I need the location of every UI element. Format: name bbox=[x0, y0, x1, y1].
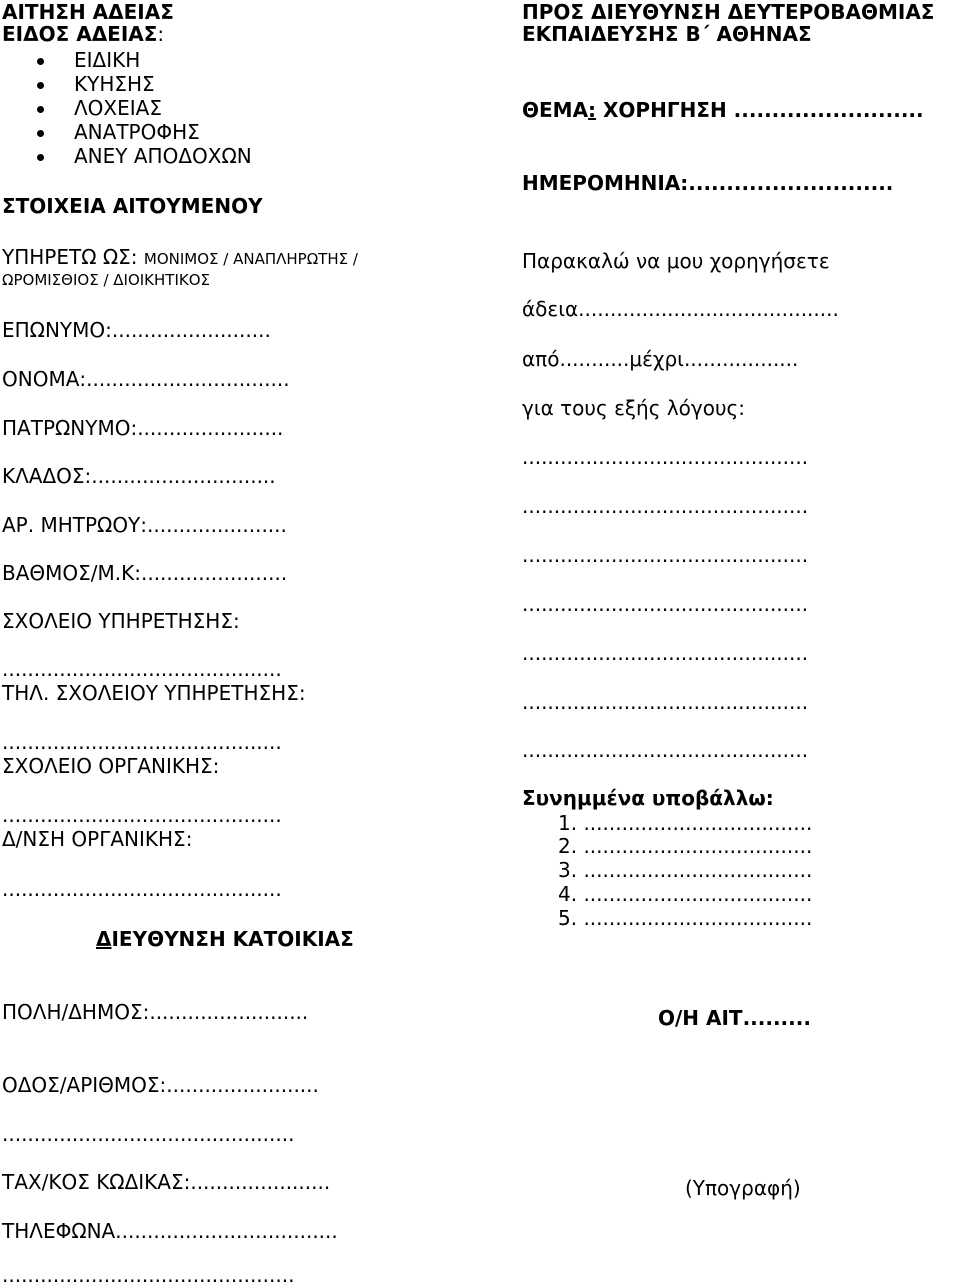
leave-type-heading bbox=[2, 22, 164, 46]
bullet-icon bbox=[37, 82, 44, 89]
serve-as-options-cont: ΩΡΟΜΙΣΘΙΟΣ / ΔΙΟΙΚΗΤΙΚΟΣ bbox=[2, 271, 211, 289]
reason-line[interactable]: ............................................. bbox=[522, 738, 809, 762]
serve-as-label: ΥΠΗΡΕΤΩ ΩΣ: bbox=[2, 245, 138, 269]
directorate-organic-field[interactable]: ............................................ bbox=[2, 877, 282, 901]
date-field[interactable]: ΗΜΕΡΟΜΗΝΙΑ:........................... bbox=[522, 171, 894, 195]
address-heading-rest: ΙΕΥΘΥΝΣΗ ΚΑΤΟΙΚΙΑΣ bbox=[111, 927, 354, 951]
attachments-label: Συνημμένα υποβάλλω: bbox=[522, 786, 774, 810]
reason-line[interactable]: ............................................. bbox=[522, 494, 809, 518]
address-heading-first-letter: Δ bbox=[96, 927, 112, 951]
leave-type-item: ΑΝΕΥ ΑΠΟΔΟΧΩΝ bbox=[74, 144, 252, 168]
school-organic-field[interactable]: ............................................ bbox=[2, 803, 282, 827]
recipient-line-2: ΕΚΠΑΙΔΕΥΣΗΣ Β΄ ΑΘΗΝΑΣ bbox=[522, 22, 812, 46]
applicant-sign-label: Ο/Η ΑΙΤ......... bbox=[658, 1006, 811, 1030]
leave-period-field[interactable]: από...........μέχρι.................. bbox=[522, 347, 799, 371]
city-field[interactable]: ΠΟΛΗ/ΔΗΜΟΣ:......................... bbox=[2, 1000, 309, 1024]
form-title: ΑΙΤΗΣΗ ΑΔΕΙΑΣ bbox=[2, 0, 174, 24]
school-phone-label: ΤΗΛ. ΣΧΟΛΕΙΟΥ ΥΠΗΡΕΤΗΣΗΣ: bbox=[2, 681, 306, 705]
bullet-icon bbox=[37, 154, 44, 161]
leave-type-item: ΚΥΗΣΗΣ bbox=[74, 72, 155, 96]
phones-field-cont[interactable]: .............................................. bbox=[2, 1263, 295, 1287]
leave-type-item: ΛΟΧΕΙΑΣ bbox=[74, 96, 162, 120]
subject-colon: : bbox=[588, 98, 597, 122]
applicant-heading: ΣΤΟΙΧΕΙΑ ΑΙΤΟΥΜΕΝΟΥ bbox=[2, 194, 263, 218]
reasons-label: για τους εξής λόγους: bbox=[522, 396, 746, 420]
school-organic-label: ΣΧΟΛΕΙΟ ΟΡΓΑΝΙΚΗΣ: bbox=[2, 754, 220, 778]
specialty-field[interactable]: ΚΛΑΔΟΣ:............................. bbox=[2, 464, 276, 488]
subject-value: ΧΟΡΗΓΗΣΗ ......................... bbox=[596, 98, 924, 122]
signature-label: (Υπογραφή) bbox=[685, 1176, 801, 1200]
leave-type-item: ΑΝΑΤΡΟΦΗΣ bbox=[74, 120, 200, 144]
leave-type-label: ΕΙΔΟΣ ΑΔΕΙΑΣ bbox=[2, 22, 158, 46]
school-service-label: ΣΧΟΛΕΙΟ ΥΠΗΡΕΤΗΣΗΣ: bbox=[2, 609, 240, 633]
attachment-line[interactable]: 2. .................................... bbox=[558, 834, 813, 858]
attachment-line[interactable]: 3. .................................... bbox=[558, 858, 813, 882]
registry-number-field[interactable]: ΑΡ. ΜΗΤΡΩΟΥ:...................... bbox=[2, 513, 287, 537]
school-phone-field[interactable]: ............................................ bbox=[2, 730, 282, 754]
attachment-line[interactable]: 5. .................................... bbox=[558, 906, 813, 930]
attachment-line[interactable]: 4. .................................... bbox=[558, 882, 813, 906]
name-field[interactable]: ΟΝΟΜΑ:................................ bbox=[2, 367, 290, 391]
bullet-icon bbox=[37, 106, 44, 113]
phones-field[interactable]: ΤΗΛΕΦΩΝΑ................................... bbox=[2, 1219, 338, 1243]
reason-line[interactable]: ............................................. bbox=[522, 690, 809, 714]
postcode-field[interactable]: ΤΑΧ/ΚΟΣ ΚΩΔΙΚΑΣ:...................... bbox=[2, 1170, 331, 1194]
reason-line[interactable]: ............................................. bbox=[522, 445, 809, 469]
request-text: Παρακαλώ να μου χορηγήσετε bbox=[522, 249, 830, 273]
street-field[interactable]: ΟΔΟΣ/ΑΡΙΘΜΟΣ:........................ bbox=[2, 1073, 319, 1097]
leave-type-item: ΕΙΔΙΚΗ bbox=[74, 48, 141, 72]
reason-line[interactable]: ............................................. bbox=[522, 543, 809, 567]
bullet-icon bbox=[37, 130, 44, 137]
school-service-field[interactable]: ............................................ bbox=[2, 657, 282, 681]
attachment-line[interactable]: 1. .................................... bbox=[558, 811, 813, 835]
street-field-cont[interactable]: .............................................. bbox=[2, 1122, 295, 1146]
recipient-line-1: ΠΡΟΣ ΔΙΕΥΘΥΝΣΗ ΔΕΥΤΕΡΟΒΑΘΜΙΑΣ bbox=[522, 0, 935, 24]
leave-days-field[interactable]: άδεια......................................... bbox=[522, 297, 839, 321]
subject-field[interactable] bbox=[522, 98, 924, 122]
address-heading bbox=[96, 927, 354, 951]
serve-as-options: ΜΟΝΙΜΟΣ / ΑΝΑΠΛΗΡΩΤΗΣ / bbox=[143, 250, 358, 268]
leave-type-colon: : bbox=[157, 22, 165, 46]
directorate-organic-label: Δ/ΝΣΗ ΟΡΓΑΝΙΚΗΣ: bbox=[2, 827, 193, 851]
surname-field[interactable]: ΕΠΩΝΥΜΟ:......................... bbox=[2, 318, 271, 342]
reason-line[interactable]: ............................................. bbox=[522, 641, 809, 665]
fathers-name-field[interactable]: ΠΑΤΡΩΝΥΜΟ:....................... bbox=[2, 416, 284, 440]
grade-field[interactable]: ΒΑΘΜΟΣ/Μ.Κ:....................... bbox=[2, 561, 288, 585]
bullet-icon bbox=[37, 58, 44, 65]
subject-label: ΘΕΜΑ bbox=[522, 98, 589, 122]
reason-line[interactable]: ............................................. bbox=[522, 592, 809, 616]
